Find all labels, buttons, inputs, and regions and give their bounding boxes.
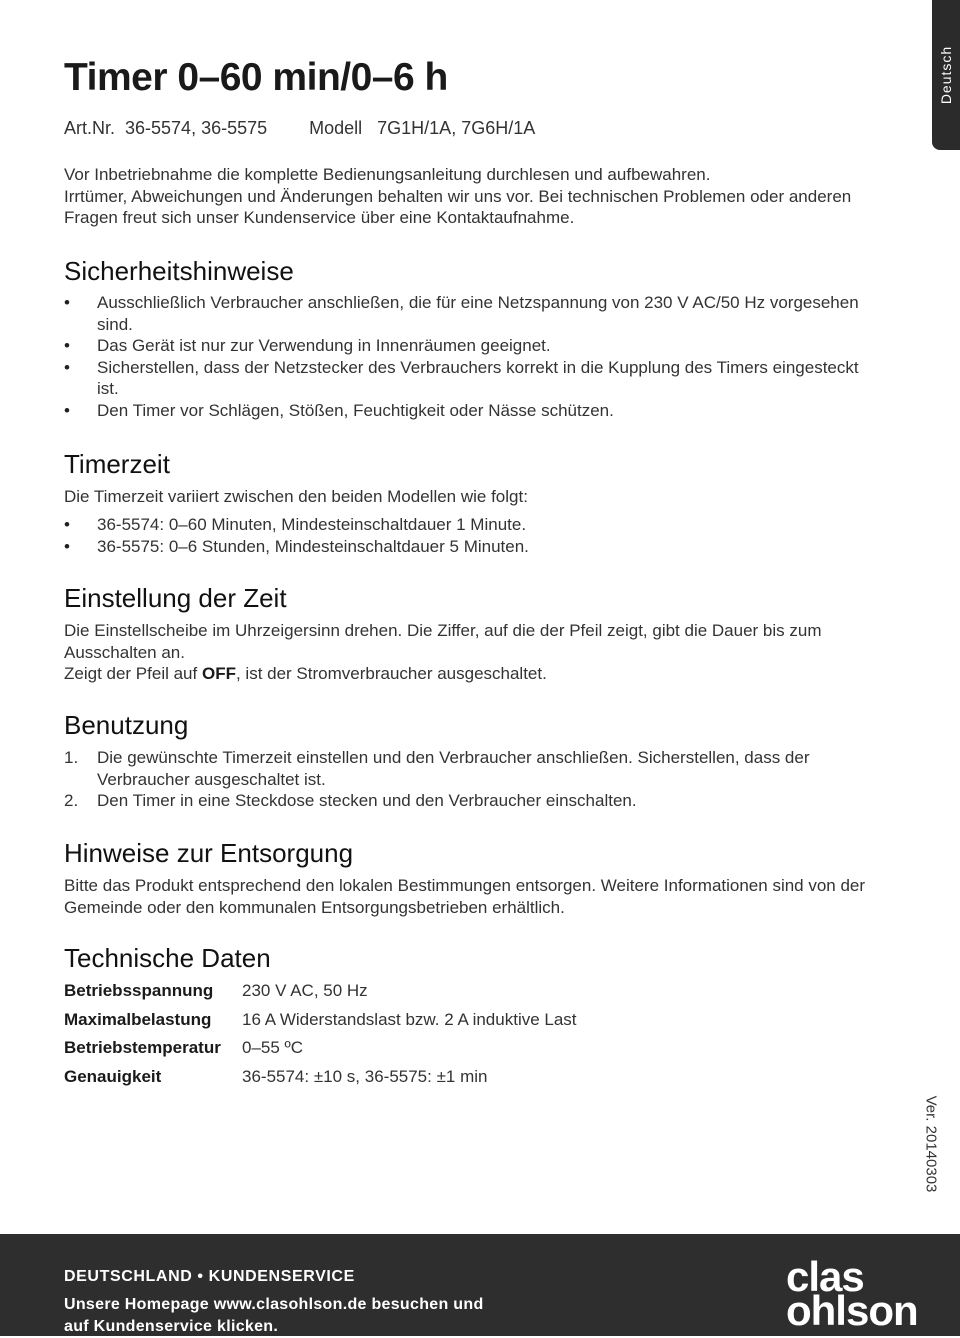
technical-data <box>64 980 884 1094</box>
spec-key: Betriebstemperatur <box>64 1038 221 1057</box>
table-row <box>64 1066 577 1095</box>
section-heading-einstellung: Einstellung der Zeit <box>64 583 287 613</box>
paragraph: Die Timerzeit variiert zwischen den beiden Modellen wie folgt: <box>64 487 528 506</box>
article-number: Art.Nr. 36-5574, 36-5575 <box>64 118 268 138</box>
intro-line: Vor Inbetriebnahme die komplette Bedienungsanleitung durchlesen und aufbewahren. <box>64 165 711 184</box>
section-heading-safety: Sicherheitshinweise <box>64 256 294 286</box>
list-item: • Ausschließlich Verbraucher anschließen, die für eine Netzspannung von 230 V AC/50 Hz vorgesehen sind. <box>64 292 884 335</box>
spec-value: 230 V AC, 50 Hz <box>242 981 368 1000</box>
table-row <box>64 1037 577 1066</box>
section-heading-timerzeit: Timerzeit <box>64 449 170 479</box>
section-heading-benutzung: Benutzung <box>64 710 189 740</box>
step-text: Die gewünschte Timerzeit einstellen und den Verbraucher anschließen. Sicherstellen, dass der Verbraucher ausgeschaltet ist. <box>97 748 810 789</box>
spec-value: 16 A Widerstandslast bzw. 2 A induktive Last <box>242 1009 577 1029</box>
safety-list <box>64 292 884 421</box>
page-title: Timer 0–60 min/0–6 h <box>64 56 448 99</box>
section-heading-technische-daten: Technische Daten <box>64 943 271 973</box>
section-heading-entsorgung: Hinweise zur Entsorgung <box>64 838 354 868</box>
spec-key: Betriebsspannung <box>64 981 214 1000</box>
spec-key: Genauigkeit <box>64 1066 162 1086</box>
language-tab-label: Deutsch <box>938 45 954 105</box>
footer-line: auf Kundenservice klicken. <box>64 1318 279 1335</box>
logo-line: ohlson <box>786 1287 918 1334</box>
list-item: • Den Timer vor Schlägen, Stößen, Feuchtigkeit oder Nässe schützen. <box>64 400 884 422</box>
list-item: • Sicherstellen, dass der Netzstecker des Verbrauchers korrekt in die Kupplung des Timers eingesteckt ist. <box>64 357 884 400</box>
logo-line: clas <box>786 1253 864 1300</box>
language-tab <box>932 0 960 150</box>
clas-ohlson-logo <box>786 1253 918 1334</box>
footer-title: DEUTSCHLAND • KUNDENSERVICE <box>64 1268 355 1285</box>
text-span: Zeigt der Pfeil auf <box>64 664 202 683</box>
step-text: Den Timer in eine Steckdose stecken und den Verbraucher einschalten. <box>97 791 637 810</box>
footer <box>0 1234 960 1336</box>
text-span: , ist der Stromverbraucher ausgeschaltet. <box>235 664 547 683</box>
list-item: • 36-5575: 0–6 Stunden, Mindesteinschaltdauer 5 Minuten. <box>64 536 884 558</box>
article-info <box>64 118 535 139</box>
step-number: 1. <box>64 748 79 767</box>
intro-text <box>64 164 894 229</box>
step-item <box>64 790 884 812</box>
spec-key: Maximalbelastung <box>64 1009 212 1029</box>
list-item: • 36-5574: 0–60 Minuten, Mindesteinschaltdauer 1 Minute. <box>64 514 884 536</box>
off-label: OFF <box>201 664 236 683</box>
footer-text <box>64 1294 584 1338</box>
model-number: Modell 7G1H/1A, 7G6H/1A <box>309 118 536 138</box>
step-item <box>64 747 884 790</box>
table-row <box>64 980 577 1009</box>
spec-value: 36-5574: ±10 s, 36-5575: ±1 min <box>242 1066 488 1086</box>
step-number: 2. <box>64 791 79 810</box>
timerzeit-list <box>64 514 884 557</box>
version-label <box>918 1092 944 1196</box>
paragraph: Die Einstellscheibe im Uhrzeigersinn drehen. Die Ziffer, auf die der Pfeil zeigt, gibt die Dauer bis zum Ausschalten an. <box>64 621 822 662</box>
technical-data-table <box>64 980 577 1094</box>
spec-value: 0–55 ºC <box>242 1038 304 1057</box>
intro-line: Irrtümer, Abweichungen und Änderungen behalten wir uns vor. Bei technischen Problemen oder anderen Fragen freut sich unser Kundenservice über eine Kontaktaufnahme. <box>64 186 852 227</box>
paragraph <box>64 663 884 685</box>
entsorgung-text <box>64 875 884 918</box>
benutzung-steps <box>64 747 884 812</box>
list-item: • Das Gerät ist nur zur Verwendung in Innenräumen geeignet. <box>64 335 884 357</box>
paragraph: Bitte das Produkt entsprechend den lokalen Bestimmungen entsorgen. Weitere Informationen sind von der Gemeinde oder den kommunalen Entsorgungsbetrieben erhältlich. <box>64 876 866 917</box>
timerzeit-text <box>64 486 884 508</box>
footer-line: Unsere Homepage www.clasohlson.de besuchen und <box>64 1296 484 1313</box>
einstellung-text <box>64 620 884 685</box>
version-text: Ver. 20140303 <box>922 1095 940 1193</box>
table-row <box>64 1009 577 1038</box>
